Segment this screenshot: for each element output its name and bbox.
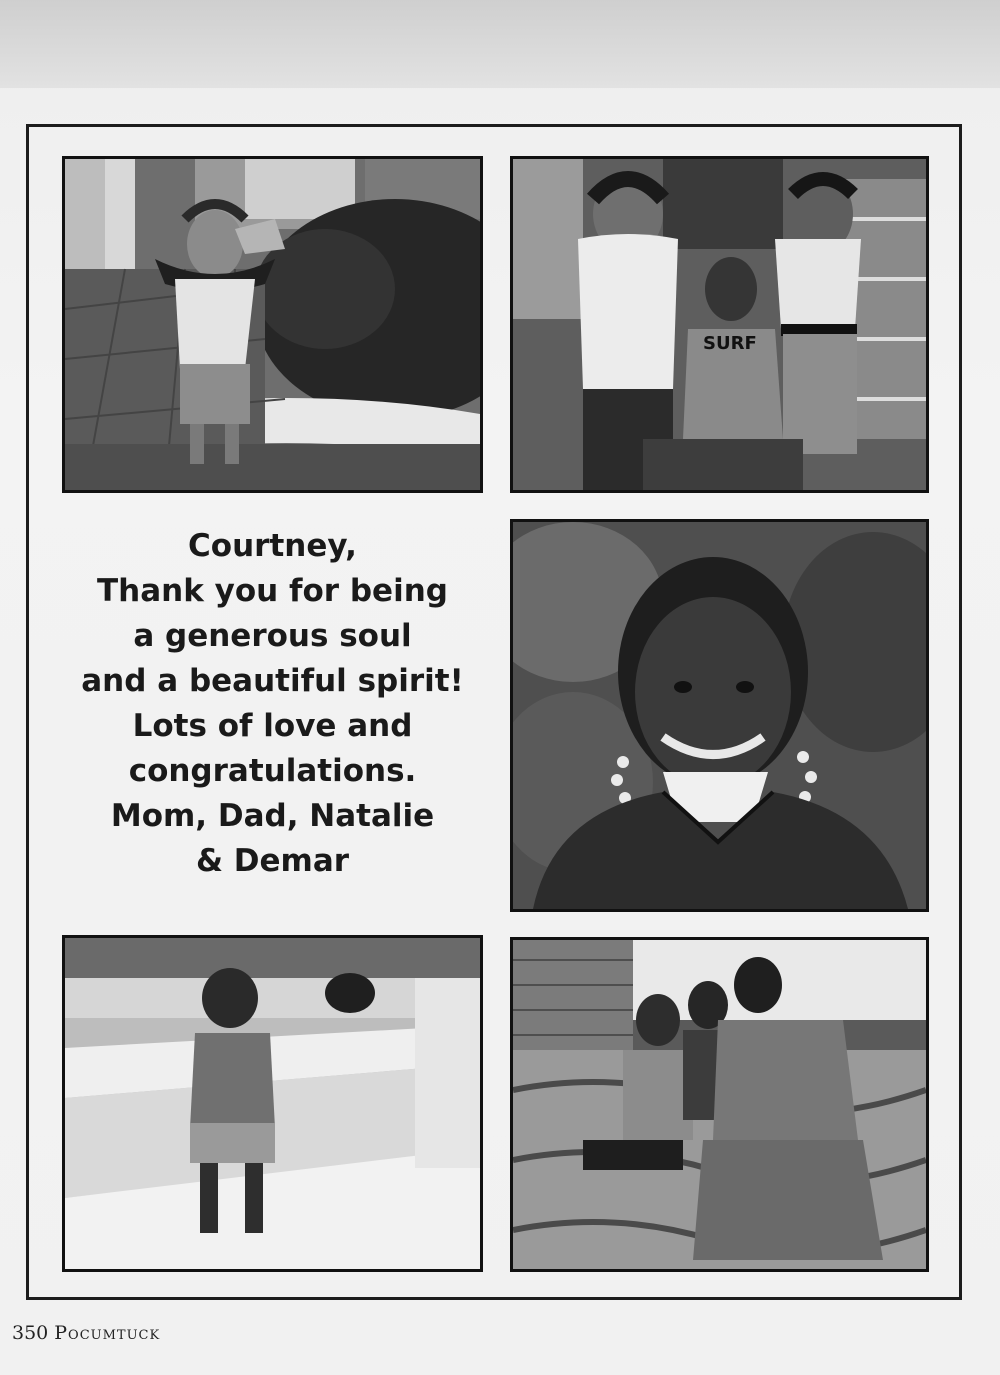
dedication-message: [62, 524, 483, 904]
photo-child-at-pool: [62, 935, 483, 1272]
publication-name: Pocumtuck: [54, 1322, 161, 1344]
scan-top-edge: [0, 0, 1000, 88]
message-line: a generous soul: [133, 618, 412, 654]
photo-hair-braiding-shop: [510, 156, 929, 493]
message-line: Lots of love and: [132, 708, 413, 744]
surf-shirt-text: SURF: [703, 333, 757, 354]
message-line: congratulations.: [128, 753, 417, 789]
message-line: Mom, Dad, Natalie: [110, 798, 435, 834]
photo-girl-with-lei: [62, 156, 483, 493]
message-line: Thank you for being: [97, 573, 448, 609]
message-line: Courtney,: [188, 528, 357, 564]
page-footer: [12, 1322, 160, 1352]
photo-siblings-on-bed: [510, 937, 929, 1272]
page-number: 350: [12, 1322, 49, 1344]
photo-portrait-braids: [510, 519, 929, 912]
message-line: and a beautiful spirit!: [81, 663, 464, 699]
message-line: & Demar: [195, 843, 350, 879]
